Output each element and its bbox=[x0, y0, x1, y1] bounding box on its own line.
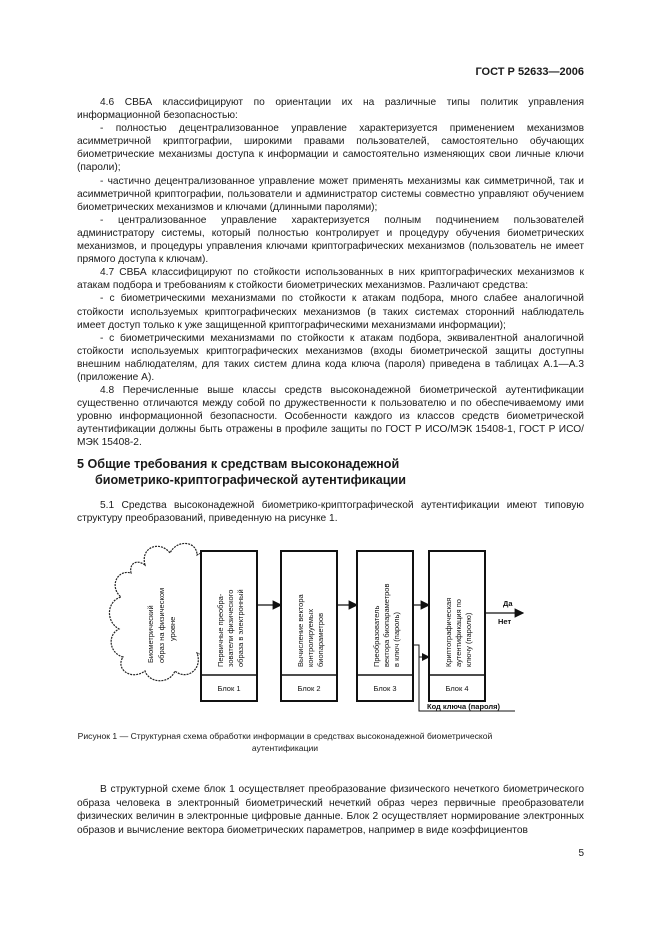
figure-caption bbox=[20, 730, 550, 754]
cloud-label-line: образ на физическом bbox=[157, 587, 166, 663]
section-heading-line1: 5 Общие требования к средствам высоконадежной bbox=[77, 457, 400, 471]
cloud-label-line: Биометрический bbox=[146, 605, 155, 663]
block-3-label: Блок 3 bbox=[373, 684, 397, 693]
list-item: - централизованное управление характеризуется полным подчинением пользователей администратору системы, который полностью контролирует и процедуру обучения биометрических механизмов, и процедуры управления ключами криптографических механизмов (пользователь не имеет прямого доступа к ключам). bbox=[77, 214, 584, 266]
page-number: 5 bbox=[578, 848, 584, 859]
svg-text:Первичные преобра- зов bbox=[216, 587, 245, 667]
list-item: - с биометрическими механизмами по стойкости к атакам подбора, много слабее аналогичной стойкости используемых криптографических механизмов (в таких системах сторонний наблюдатель имеет доступ только к уже защищенной криптографическими механизмами информации); bbox=[77, 293, 584, 331]
figure-caption-line1: Рисунок 1 — Структурная схема обработки информации в средствах высоконадежной биометрической bbox=[77, 731, 493, 741]
cloud-label-line: уровне bbox=[168, 616, 177, 641]
block-2-text: контролируемых bbox=[306, 608, 315, 667]
block-4-text: Криптографическая bbox=[444, 597, 453, 667]
block-1-label: Блок 1 bbox=[217, 684, 241, 693]
paragraph-4-8: 4.8 Перечисленные выше классы средств высоконадежной биометрической аутентификации существенно отличаются между собой по дружественности к пользователю и по обеспечиваемому ими уровню информационной безопасности. Особенности каждого из классов средств биометрической аутентификации должны быть отражены в профиле защиты по ГОСТ Р ИСО/МЭК 15408-1, ГОСТ Р ИСО/МЭК 15408-2. bbox=[77, 385, 584, 449]
list-item: - с биометрическими механизмами по стойкости к атакам подбора, эквивалентной аналогичной стойкости используемых криптографических механизмов (входы биометрической защиты доступны внешним наблюдателям, для таких систем длина кода ключа (пароля) приведена в таблицах А.1—А.3 (приложение А). bbox=[77, 332, 584, 383]
structure-diagram bbox=[105, 535, 635, 720]
output-no-label: Нет bbox=[498, 617, 512, 626]
list-item: - полностью децентрализованное управление характеризуется применением механизмов асимметричной криптографии, широкими правами пользователей, самостоятельно обучающих биометрические механизмы доступа к информации и самостоятельно изменяющих свои личные ключи (пароли); bbox=[77, 123, 584, 174]
figure-caption-line2: аутентификации bbox=[251, 743, 319, 753]
block-1-text: зователи физического bbox=[226, 589, 235, 667]
bottom-text bbox=[77, 783, 584, 837]
section-heading-line2: биометрико-криптографической аутентификации bbox=[95, 473, 406, 487]
block-3-text: Преобразователь bbox=[372, 605, 381, 667]
key-code-label: Код ключа (пароля) bbox=[427, 702, 501, 711]
paragraph-structure-description: В структурной схеме блок 1 осуществляет преобразование физического нечеткого биометрического образа человека в электронный биометрический нечеткий образ через первичные преобразователи физических величин в электронные цифровые данные. Блок 2 осуществляет нормирование электронных образов и вычисление вектора биометрических параметров, например в виде коэффициентов bbox=[77, 784, 584, 836]
output-yes-label: Да bbox=[503, 599, 513, 608]
paragraph-4-6: 4.6 СВБА классифицируют по ориентации их на различные типы политик управления информационной безопасностью: bbox=[77, 97, 584, 122]
block-2-text: биопараметров bbox=[316, 612, 325, 667]
paragraph-4-7: 4.7 СВБА классифицируют по стойкости использованных в них криптографических механизмов к атакам подбора и требованиям к стойкости биометрических механизмов. Различают средства: bbox=[77, 267, 584, 292]
list-item: - частично децентрализованное управление может применять механизмы как симметричной, так и асимметричной криптографии, пользователи и администратор системы совместно управляют обучением биометрических механизмов и ключами (длинными паролями); bbox=[77, 175, 584, 213]
section-heading bbox=[77, 456, 557, 488]
document-header: ГОСТ Р 52633—2006 bbox=[475, 66, 584, 78]
block-4-label: Блок 4 bbox=[445, 684, 469, 693]
block-2 bbox=[281, 551, 337, 701]
block-3 bbox=[357, 551, 413, 701]
block-1-text: образа в электронный bbox=[236, 589, 245, 667]
block-1-text: Первичные преобра- bbox=[216, 593, 225, 667]
paragraph-5-1: 5.1 Средства высоконадежной биометрико-криптографической аутентификации имеют типовую структуру преобразований, приведенную на рисунке 1. bbox=[77, 500, 584, 525]
block-2-label: Блок 2 bbox=[297, 684, 321, 693]
block-1 bbox=[201, 551, 257, 701]
block-3-text: вектора биопараметров bbox=[382, 583, 391, 667]
block-3-text: в ключ (пароль) bbox=[392, 612, 401, 667]
body-text bbox=[77, 96, 584, 450]
block-2-text: Вычисление вектора bbox=[296, 594, 305, 667]
block-4-text: аутентификация по bbox=[454, 599, 463, 667]
block-4-text: ключу (паролю) bbox=[464, 612, 473, 667]
block-4 bbox=[429, 551, 485, 701]
